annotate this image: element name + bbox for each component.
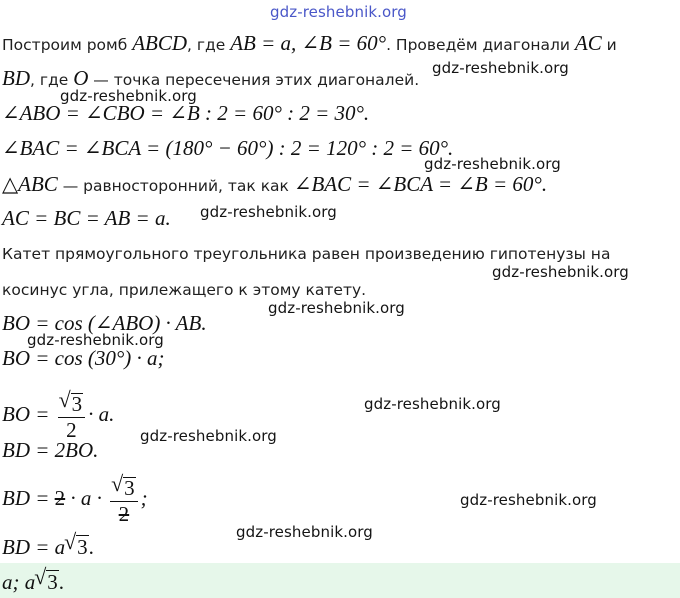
math-run bbox=[141, 486, 148, 510]
solution-line-2 bbox=[2, 67, 419, 92]
text-run: . Проведём диагонали bbox=[386, 36, 575, 54]
math-run bbox=[294, 172, 547, 196]
fraction-denominator: 2 bbox=[118, 502, 130, 527]
math-expr: BO = cos (30°) · a; bbox=[2, 346, 165, 370]
math-var: AB = a, ∠B = 60° bbox=[230, 31, 387, 55]
math-expr: ; bbox=[140, 486, 148, 510]
math-expr: · a · bbox=[65, 486, 108, 510]
math-expr: BD = bbox=[2, 486, 55, 510]
radicand: 3 bbox=[71, 392, 83, 417]
math-run bbox=[230, 31, 386, 55]
math-run bbox=[2, 101, 369, 125]
fraction bbox=[110, 471, 138, 527]
watermark: gdz-reshebnik.org bbox=[60, 87, 197, 105]
math-expr: ∠ABO = ∠CBO = ∠B : 2 = 60° : 2 = 30°. bbox=[2, 101, 370, 125]
math-run bbox=[2, 311, 207, 335]
math-run bbox=[2, 438, 98, 462]
text-run: и bbox=[601, 36, 617, 54]
solution-line-4 bbox=[2, 137, 453, 162]
math-var: ∠BAC = ∠BCA = ∠B = 60°. bbox=[293, 172, 548, 196]
math-expr: BD = a bbox=[2, 535, 66, 559]
math-run bbox=[2, 136, 453, 160]
math-expr: a; a bbox=[2, 570, 36, 594]
radicand: 3 bbox=[77, 535, 88, 559]
math-run bbox=[59, 570, 64, 594]
fraction-numerator bbox=[110, 471, 138, 502]
math-run bbox=[2, 535, 65, 559]
math-run bbox=[2, 570, 35, 594]
fraction bbox=[58, 387, 86, 443]
watermark: gdz-reshebnik.org bbox=[364, 395, 501, 413]
math-run bbox=[2, 486, 55, 510]
math-expr: · a. bbox=[88, 402, 115, 426]
text-run: Катет прямоугольного треугольника равен произведению гипотенузы на bbox=[2, 245, 611, 263]
watermark: gdz-reshebnik.org bbox=[460, 491, 597, 509]
text-run: , где bbox=[30, 71, 74, 89]
solution-line-7 bbox=[2, 243, 610, 266]
math-var: ABCD bbox=[132, 31, 188, 55]
answer-line bbox=[2, 564, 64, 596]
text-run: косинус угла, прилежащего к этому катету. bbox=[2, 281, 367, 299]
radicand: 3 bbox=[47, 570, 58, 594]
solution-line-9 bbox=[2, 312, 207, 337]
text-run: — точка пересечения этих диагоналей. bbox=[88, 71, 420, 89]
square-root bbox=[34, 564, 59, 594]
math-expr: BO = cos (∠ABO) · AB. bbox=[2, 311, 207, 335]
watermark: gdz-reshebnik.org bbox=[432, 59, 569, 77]
solution-line-3 bbox=[2, 102, 369, 127]
watermark: gdz-reshebnik.org bbox=[424, 155, 561, 173]
math-expr: BO = bbox=[2, 402, 55, 426]
math-expr: ∠BAC = ∠BCA = (180° − 60°) : 2 = 120° : 2 = 60°. bbox=[2, 136, 454, 160]
math-run bbox=[88, 402, 114, 426]
radical-sign-icon: √ bbox=[34, 564, 47, 589]
math-run bbox=[2, 402, 55, 426]
watermark-top: gdz-reshebnik.org bbox=[270, 3, 407, 21]
text-run: , где bbox=[187, 36, 231, 54]
math-run bbox=[89, 535, 94, 559]
math-expr: BD = 2BO. bbox=[2, 438, 99, 462]
fraction-numerator bbox=[58, 387, 86, 418]
radical-sign-icon: √ bbox=[111, 471, 124, 497]
watermark: gdz-reshebnik.org bbox=[140, 427, 277, 445]
watermark: gdz-reshebnik.org bbox=[492, 263, 629, 281]
solution-line-5 bbox=[2, 173, 547, 198]
math-var: O bbox=[73, 66, 89, 90]
watermark: gdz-reshebnik.org bbox=[268, 299, 405, 317]
solution-line-1 bbox=[2, 32, 617, 57]
text-run: — равносторонний, так как bbox=[57, 177, 294, 195]
math-var: △ABC bbox=[2, 172, 58, 196]
math-run bbox=[132, 31, 187, 55]
math-punct: . bbox=[58, 570, 64, 594]
solution-line-11 bbox=[2, 388, 114, 443]
math-run bbox=[2, 172, 58, 196]
square-root bbox=[111, 471, 136, 501]
math-var: BD bbox=[2, 66, 30, 90]
radical-sign-icon: √ bbox=[58, 387, 71, 413]
fraction-denominator: 2 bbox=[66, 418, 77, 443]
solution-line-12 bbox=[2, 439, 98, 464]
text-run: Построим ромб bbox=[2, 36, 133, 54]
solution-line-10 bbox=[2, 347, 165, 372]
math-run bbox=[2, 66, 30, 90]
watermark: gdz-reshebnik.org bbox=[236, 523, 373, 541]
square-root bbox=[64, 529, 89, 559]
cancelled-factor: 2 bbox=[54, 486, 66, 510]
solution-line-14 bbox=[2, 529, 94, 561]
solution-line-13 bbox=[2, 472, 148, 527]
math-expr: AC = BC = AB = a. bbox=[2, 206, 171, 230]
radical-sign-icon: √ bbox=[64, 529, 77, 554]
answer-box bbox=[0, 563, 680, 598]
radicand: 3 bbox=[124, 476, 135, 501]
math-run bbox=[65, 486, 107, 510]
watermark: gdz-reshebnik.org bbox=[200, 203, 337, 221]
solution-line-8 bbox=[2, 279, 366, 302]
watermark: gdz-reshebnik.org bbox=[27, 331, 164, 349]
square-root bbox=[58, 387, 84, 417]
math-run bbox=[73, 66, 88, 90]
math-var: AC bbox=[574, 31, 602, 55]
math-punct: . bbox=[88, 535, 94, 559]
math-run bbox=[575, 31, 602, 55]
math-run bbox=[2, 206, 171, 230]
math-run bbox=[2, 346, 165, 370]
solution-line-6 bbox=[2, 207, 171, 232]
